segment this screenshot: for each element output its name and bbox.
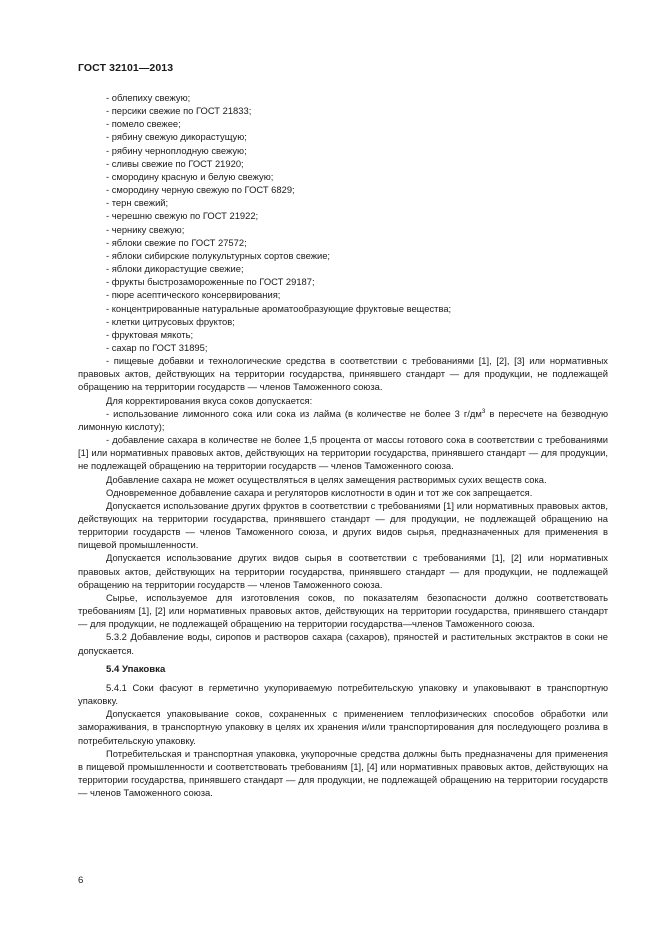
list-item: - яблоки сибирские полукультурных сортов свежие; xyxy=(106,249,331,261)
raw-materials-list xyxy=(78,91,608,354)
paragraph-sugar-addition: - добавление сахара в количестве не более 1,5 процента от массы готового сока в соответствии с требованиями [1] или нормативных правовых актов, действующих на территории государства, принявшего стандарт — для продукции, не подлежащей обращению на территории государств — членов Таможенного союза. xyxy=(78,434,608,472)
list-item: - смородину красную и белую свежую; xyxy=(106,170,274,182)
paragraph-sugar-restriction: Добавление сахара не может осуществляться в целях замещения растворимых сухих веществ сока. xyxy=(106,473,547,485)
paragraph-other-fruits: Допускается использование других фруктов в соответствии с требованиями [1] или нормативных правовых актов, действующих на территории государства, принявшего стандарт — для продукции, не подлежащей обращению на территории государств — членов Таможенного союза, и других видов сырья, предназначенных для применения в пищевой промышленности. xyxy=(78,499,608,551)
list-item: - персики свежие по ГОСТ 21833; xyxy=(106,105,252,117)
lemon-text-part-2: в пересчете на безводную лимонную кислоту); xyxy=(78,407,608,432)
paragraph-simultaneous-ban: Одновременное добавление сахара и регуляторов кислотности в один и тот же сок запрещается. xyxy=(106,486,533,498)
paragraph-other-raw-materials: Допускается использование других видов сырья в соответствии с требованиями [1], [2] или нормативных правовых актов, действующих на территории государства, принявшего стандарт — для продукции, не подлежащей обращению на территории государств — членов Таможенного союза. xyxy=(78,552,608,590)
document-code-header: ГОСТ 32101—2013 xyxy=(78,62,174,74)
section-heading-packaging: 5.4 Упаковка xyxy=(106,663,166,675)
paragraph-taste-correction: Для корректирования вкуса соков допускается: xyxy=(106,394,313,406)
list-item: - сахар по ГОСТ 31895; xyxy=(106,341,208,353)
list-item: - концентрированные натуральные ароматообразующие фруктовые вещества; xyxy=(106,302,452,314)
paragraph-bulk-packing: Допускается упаковывание соков, сохраненных с применением теплофизических способов обработки или замораживания, в транспортную упаковку в целях их хранения и/или транспортирования для последующего розлива в потребительскую упаковку. xyxy=(78,708,608,746)
list-item: - рябину черноплодную свежую; xyxy=(106,144,247,156)
list-item: - пюре асептического консервирования; xyxy=(106,289,281,301)
document-body xyxy=(78,91,608,799)
list-item: - чернику свежую; xyxy=(106,223,185,235)
list-item: - фрукты быстрозамороженные по ГОСТ 29187; xyxy=(106,276,315,288)
clause-5-3-2: 5.3.2 Добавление воды, сиропов и растворов сахара (сахаров), пряностей и растительных экстрактов в соки не допускается. xyxy=(78,631,608,656)
list-item: - черешню свежую по ГОСТ 21922; xyxy=(106,210,259,222)
paragraph-packaging-requirements: Потребительская и транспортная упаковка, укупорочные средства должны быть предназначены для применения в пищевой промышленности и соответствовать требованиям [1], [4] или нормативных правовых актов, действующих на территории государства, принявшего стандарт — для продукции, не подлежащей обращению на территории государств — членов Таможенного союза. xyxy=(78,747,608,799)
list-item: - сливы свежие по ГОСТ 21920; xyxy=(106,157,244,169)
list-item: - фруктовая мякоть; xyxy=(106,328,194,340)
page-number: 6 xyxy=(78,875,84,886)
list-item: - клетки цитрусовых фруктов; xyxy=(106,315,235,327)
list-item: - рябину свежую дикорастущую; xyxy=(106,131,247,143)
list-item: - яблоки свежие по ГОСТ 27572; xyxy=(106,236,247,248)
paragraph-lemon-juice xyxy=(78,407,608,433)
list-item: - терн свежий; xyxy=(106,197,169,209)
paragraph-additives: - пищевые добавки и технологические средства в соответствии с требованиями [1], [2], [3] или нормативных правовых актов, действующих на территории государства, принявшего стандарт — для продукции, не подлежащей обращению на территории государств — членов Таможенного союза. xyxy=(78,355,608,393)
clause-5-4-1: 5.4.1 Соки фасуют в герметично укупориваемую потребительскую упаковку и упаковывают в транспортную упаковку. xyxy=(78,681,608,707)
list-item: - помело свежее; xyxy=(106,118,181,130)
paragraph-raw-safety: Сырье, используемое для изготовления соков, по показателям безопасности должно соответствовать требованиям [1], [2] или нормативных правовых актов, действующих на территории государства, принявшего стандарт — для продукции, не подлежащей обращению на территории государства—членов Таможенного союза. xyxy=(78,591,608,630)
list-item: - яблоки дикорастущие свежие; xyxy=(106,263,244,275)
list-item: - облепиху свежую; xyxy=(106,92,191,103)
list-item: - смородину черную свежую по ГОСТ 6829; xyxy=(106,184,295,196)
lemon-text-part-1: - использование лимонного сока или сока из лайма (в количестве не более 3 г/дм xyxy=(106,407,482,419)
unit-superscript: 3 xyxy=(481,407,486,415)
